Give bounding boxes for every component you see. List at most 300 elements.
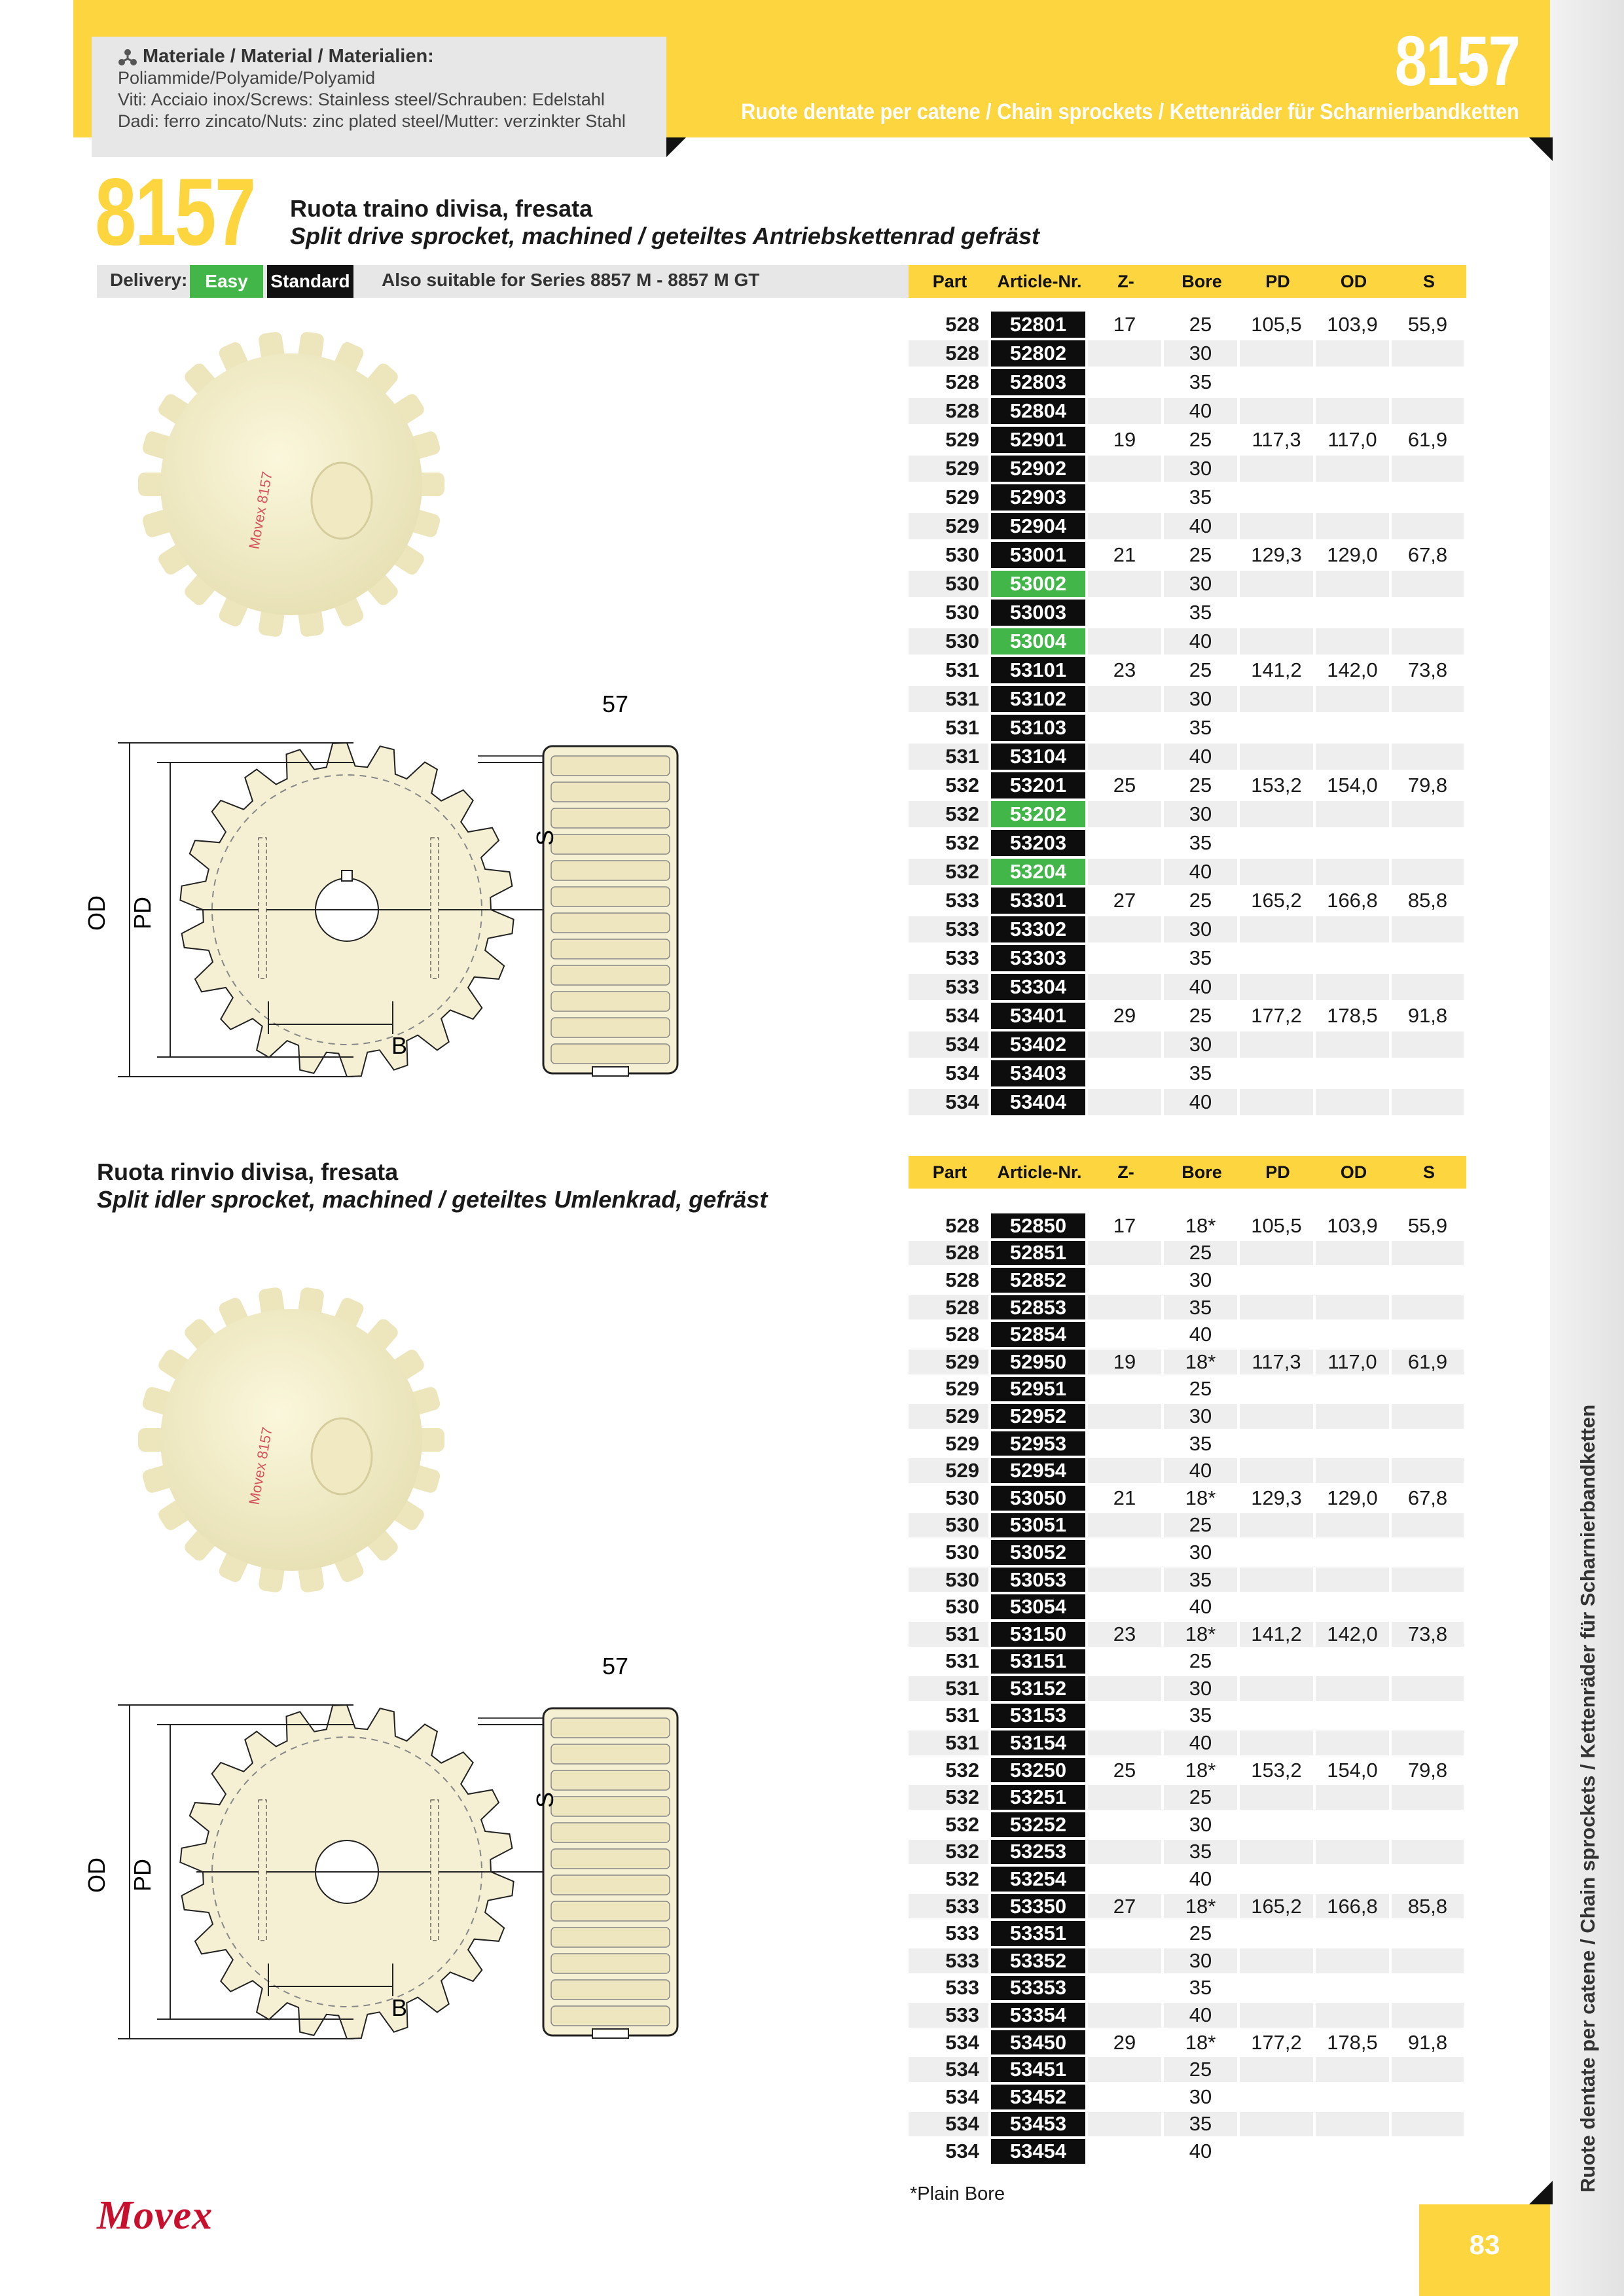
materials-line: Dadi: ferro zincato/Nuts: zinc plated steel/Mutter: verzinkter Stahl xyxy=(118,111,626,131)
cell-s xyxy=(1392,1322,1464,1347)
cell-bore: 35 xyxy=(1164,1568,1237,1592)
cell-s xyxy=(1392,1568,1464,1592)
cell-z xyxy=(1088,398,1161,424)
cell-od: 129,0 xyxy=(1327,1486,1378,1509)
materials-title: Materiale / Material / Materialien: xyxy=(143,46,434,67)
cell-z xyxy=(1088,1060,1161,1086)
cell-bore: 40 xyxy=(1164,2003,1237,2028)
cell-od xyxy=(1316,628,1389,655)
cell-pd: 105,5 xyxy=(1251,1213,1302,1237)
material-corner-triangle xyxy=(666,137,686,157)
cell-s xyxy=(1392,456,1464,482)
cell-article: 53052 xyxy=(991,1540,1085,1565)
cell-z xyxy=(1088,1377,1161,1402)
table-row xyxy=(909,571,1466,597)
table-row xyxy=(909,1213,1466,1238)
cell-article: 53401 xyxy=(991,1003,1085,1029)
cell-pd xyxy=(1240,2112,1313,2137)
col-bore: Bore xyxy=(1182,1162,1222,1182)
cell-article: 52904 xyxy=(991,513,1085,539)
cell-od xyxy=(1316,456,1389,482)
cell-bore: 40 xyxy=(1189,1867,1212,1891)
cell-s xyxy=(1392,1089,1464,1115)
cell-pd xyxy=(1240,1921,1313,1946)
cell-od xyxy=(1316,1031,1389,1058)
table-row xyxy=(909,1676,1466,1701)
table-row xyxy=(909,2112,1466,2137)
table-row xyxy=(909,1785,1466,1810)
cell-od xyxy=(1316,1976,1389,2001)
cell-od xyxy=(1316,1241,1389,1266)
cell-bore: 25 xyxy=(1164,1241,1237,1266)
cell-z: 21 xyxy=(1113,543,1136,566)
cell-z xyxy=(1088,1867,1161,1892)
cell-z: 19 xyxy=(1113,428,1136,451)
drive-table xyxy=(909,312,1466,1118)
cell-article: 53152 xyxy=(991,1676,1085,1701)
cell-s xyxy=(1392,571,1464,597)
col-article: Article-Nr. xyxy=(997,271,1082,291)
cell-pd: 129,3 xyxy=(1251,1486,1302,1509)
cell-pd xyxy=(1240,1840,1313,1865)
cell-bore: 30 xyxy=(1164,686,1237,712)
cell-bore: 25 xyxy=(1189,658,1212,681)
cell-pd xyxy=(1240,1568,1313,1592)
table-row xyxy=(909,1031,1466,1058)
table-row xyxy=(909,1377,1466,1402)
table-row xyxy=(909,1921,1466,1946)
cell-bore: 30 xyxy=(1189,1268,1212,1291)
cell-od xyxy=(1316,600,1389,626)
cell-article: 53201 xyxy=(991,772,1085,798)
cell-z xyxy=(1088,2139,1161,2164)
cell-article: 53002 xyxy=(991,571,1085,597)
cell-part: 534 xyxy=(945,2139,979,2162)
cell-part: 530 xyxy=(945,543,979,566)
cell-od xyxy=(1316,715,1389,741)
cell-od xyxy=(1316,2003,1389,2028)
cell-z xyxy=(1088,1241,1161,1266)
cell-article: 53453 xyxy=(991,2112,1085,2137)
svg-text:Movex 8157: Movex 8157 xyxy=(245,1426,276,1506)
cell-pd xyxy=(1240,1060,1313,1086)
cell-s xyxy=(1392,945,1464,971)
cell-z xyxy=(1088,1812,1161,1837)
cell-pd xyxy=(1240,1513,1313,1538)
cell-s xyxy=(1392,916,1464,942)
drawing-label-s: S xyxy=(532,829,558,846)
series-number: 8157 xyxy=(95,158,255,265)
cell-od xyxy=(1316,1785,1389,1810)
cell-z xyxy=(1088,1089,1161,1115)
cell-s xyxy=(1392,1241,1464,1266)
cell-pd xyxy=(1240,1649,1313,1674)
cell-article: 53452 xyxy=(991,2085,1085,2109)
cell-part: 534 xyxy=(909,1031,988,1058)
cell-article: 52953 xyxy=(991,1431,1085,1456)
cell-article: 53353 xyxy=(991,1976,1085,2001)
cell-od xyxy=(1316,571,1389,597)
table-row xyxy=(909,1322,1466,1347)
cell-od: 142,0 xyxy=(1316,1622,1389,1647)
cell-article: 53103 xyxy=(991,715,1085,741)
cell-z: 17 xyxy=(1113,1213,1136,1237)
cell-pd xyxy=(1240,1322,1313,1347)
cell-pd: 177,2 xyxy=(1251,1004,1302,1027)
cell-pd xyxy=(1240,1731,1313,1755)
cell-part: 531 xyxy=(909,1731,988,1755)
cell-od xyxy=(1316,1295,1389,1320)
cell-bore: 18* xyxy=(1164,1350,1237,1374)
cell-z xyxy=(1088,628,1161,655)
cell-s: 79,8 xyxy=(1407,1758,1448,1782)
table-row xyxy=(909,427,1466,453)
cell-z: 17 xyxy=(1113,313,1136,336)
cell-od: 154,0 xyxy=(1327,774,1378,797)
cell-article: 53451 xyxy=(991,2057,1085,2082)
cell-bore: 18* xyxy=(1185,1758,1216,1782)
cell-part: 533 xyxy=(909,2003,988,2028)
cell-od xyxy=(1316,744,1389,770)
cell-pd: 141,2 xyxy=(1240,1622,1313,1647)
cell-z xyxy=(1088,2057,1161,2082)
cell-od xyxy=(1316,1404,1389,1429)
cell-od xyxy=(1316,513,1389,539)
cell-od xyxy=(1316,859,1389,885)
table-row xyxy=(909,2057,1466,2082)
cell-z xyxy=(1088,859,1161,885)
cell-article: 53104 xyxy=(991,744,1085,770)
table-row xyxy=(909,1431,1466,1456)
cell-od xyxy=(1316,1921,1389,1946)
drawing-label-width: 57 xyxy=(602,1653,629,1679)
cell-s xyxy=(1392,1976,1464,2001)
cell-part: 529 xyxy=(945,486,979,509)
cell-part: 529 xyxy=(909,456,988,482)
cell-article: 52801 xyxy=(991,312,1085,338)
table-row xyxy=(909,1060,1466,1086)
cell-s xyxy=(1392,1676,1464,1701)
cell-s xyxy=(1392,1812,1464,1837)
easy-badge: Easy xyxy=(190,265,263,298)
cell-article: 52854 xyxy=(991,1322,1085,1347)
cell-article: 52804 xyxy=(991,398,1085,424)
cell-article: 52850 xyxy=(991,1213,1085,1238)
cell-part: 531 xyxy=(909,1622,988,1647)
drive-sprocket-photo xyxy=(118,308,465,661)
cell-s: 73,8 xyxy=(1407,658,1448,681)
cell-bore: 30 xyxy=(1164,571,1237,597)
cell-s xyxy=(1392,1031,1464,1058)
cell-pd: 177,2 xyxy=(1251,2030,1302,2054)
cell-part: 534 xyxy=(909,2112,988,2137)
drawing-label-s: S xyxy=(532,1791,558,1808)
cell-bore: 18* xyxy=(1185,1213,1216,1237)
cell-bore: 40 xyxy=(1164,398,1237,424)
cell-bore: 30 xyxy=(1164,1676,1237,1701)
table-row xyxy=(909,340,1466,367)
cell-bore: 25 xyxy=(1189,1649,1212,1673)
cell-article: 53254 xyxy=(991,1867,1085,1892)
cell-bore: 35 xyxy=(1189,946,1212,969)
cell-pd xyxy=(1240,1241,1313,1266)
cell-pd xyxy=(1240,1948,1313,1973)
cell-pd: 153,2 xyxy=(1251,1758,1302,1782)
cell-bore: 35 xyxy=(1164,1840,1237,1865)
cell-s xyxy=(1392,1594,1464,1619)
table-row xyxy=(909,916,1466,942)
cell-pd xyxy=(1240,1089,1313,1115)
table-row xyxy=(909,1649,1466,1674)
drawing-label-pd: PD xyxy=(129,896,156,930)
cell-od: 178,5 xyxy=(1327,2030,1378,2054)
table-row xyxy=(909,1241,1466,1266)
cell-z xyxy=(1088,1649,1161,1674)
cell-s xyxy=(1392,1704,1464,1729)
cell-s xyxy=(1392,801,1464,827)
cell-od xyxy=(1316,2057,1389,2082)
cell-article: 53352 xyxy=(991,1948,1085,1973)
cell-bore: 25 xyxy=(1189,313,1212,336)
cell-od xyxy=(1316,398,1389,424)
table-row xyxy=(909,513,1466,539)
cell-part: 532 xyxy=(945,1812,979,1836)
cell-bore: 40 xyxy=(1189,1323,1212,1346)
cell-bore: 18* xyxy=(1164,1894,1237,1919)
cell-od xyxy=(1316,974,1389,1000)
movex-logo: Movex xyxy=(97,2193,213,2238)
cell-od xyxy=(1316,1948,1389,1973)
cell-z xyxy=(1088,686,1161,712)
cell-bore: 35 xyxy=(1189,601,1212,624)
cell-bore: 25 xyxy=(1164,1513,1237,1538)
cell-bore: 25 xyxy=(1189,1004,1212,1027)
cell-z xyxy=(1088,974,1161,1000)
cell-bore: 18* xyxy=(1164,1622,1237,1647)
cell-bore: 40 xyxy=(1164,744,1237,770)
cell-s xyxy=(1392,1513,1464,1538)
cell-z xyxy=(1088,1268,1161,1293)
header-corner-triangle xyxy=(1529,137,1553,161)
table-row xyxy=(909,2030,1466,2055)
cell-bore: 30 xyxy=(1164,1031,1237,1058)
cell-pd: 165,2 xyxy=(1240,1894,1313,1919)
cell-z: 29 xyxy=(1113,2030,1136,2054)
cell-s: 73,8 xyxy=(1392,1622,1464,1647)
cell-od xyxy=(1316,484,1389,511)
cell-s xyxy=(1392,1785,1464,1810)
cell-bore: 40 xyxy=(1164,628,1237,655)
cell-s: 91,8 xyxy=(1407,2030,1448,2054)
cell-part: 533 xyxy=(909,1894,988,1919)
cell-z xyxy=(1088,1785,1161,1810)
cell-pd xyxy=(1240,456,1313,482)
cell-bore: 18* xyxy=(1185,1486,1216,1509)
cell-part: 534 xyxy=(945,2085,979,2108)
cell-z xyxy=(1088,744,1161,770)
table-row xyxy=(909,888,1466,914)
cell-article: 52950 xyxy=(991,1350,1085,1374)
cell-z xyxy=(1088,1031,1161,1058)
table-row xyxy=(909,1867,1466,1892)
cell-part: 528 xyxy=(945,1323,979,1346)
cell-part: 530 xyxy=(945,601,979,624)
cell-z xyxy=(1088,1322,1161,1347)
cell-s xyxy=(1392,1404,1464,1429)
table-row xyxy=(909,1731,1466,1755)
cell-article: 53350 xyxy=(991,1894,1085,1919)
table-row xyxy=(909,1812,1466,1837)
cell-pd: 105,5 xyxy=(1251,313,1302,336)
cell-article: 53303 xyxy=(991,945,1085,971)
cell-z xyxy=(1088,1295,1161,1320)
cell-part: 529 xyxy=(909,1350,988,1374)
cell-z: 23 xyxy=(1113,658,1136,681)
cell-z xyxy=(1088,916,1161,942)
cell-pd xyxy=(1240,600,1313,626)
cell-od xyxy=(1316,340,1389,367)
cell-pd: 117,3 xyxy=(1240,1350,1313,1374)
cell-z: 23 xyxy=(1088,1622,1161,1647)
cell-od xyxy=(1316,2085,1389,2109)
cell-part: 532 xyxy=(909,801,988,827)
cell-bore: 25 xyxy=(1189,1377,1212,1401)
table-row xyxy=(909,398,1466,424)
cell-z xyxy=(1088,2112,1161,2137)
cell-article: 53054 xyxy=(991,1594,1085,1619)
table-row xyxy=(909,859,1466,885)
cell-s xyxy=(1392,628,1464,655)
idler-sprocket-photo xyxy=(118,1263,465,1617)
cell-s xyxy=(1392,1867,1464,1892)
cell-article: 53053 xyxy=(991,1568,1085,1592)
table-row xyxy=(909,542,1466,568)
product-title: Ruota traino divisa, fresata xyxy=(290,195,593,222)
cell-bore: 25 xyxy=(1164,1785,1237,1810)
table-row xyxy=(909,2003,1466,2028)
cell-article: 53454 xyxy=(991,2139,1085,2164)
cell-s xyxy=(1392,2057,1464,2082)
product-subtitle: Split drive sprocket, machined / geteiltes Antriebskettenrad gefräst xyxy=(290,223,1040,249)
cell-pd: 153,2 xyxy=(1251,774,1302,797)
cell-od xyxy=(1316,1458,1389,1483)
cell-s xyxy=(1392,715,1464,741)
cell-article: 52954 xyxy=(991,1458,1085,1483)
cell-pd xyxy=(1240,801,1313,827)
table-row xyxy=(909,484,1466,511)
cell-s xyxy=(1392,2139,1464,2164)
cell-article: 52853 xyxy=(991,1295,1085,1320)
table-row xyxy=(909,715,1466,741)
cell-od xyxy=(1316,1060,1389,1086)
cell-s xyxy=(1392,1458,1464,1483)
delivery-label: Delivery: xyxy=(110,270,188,290)
cell-z xyxy=(1088,1404,1161,1429)
cell-z xyxy=(1088,1921,1161,1946)
drive-table-header xyxy=(909,265,1466,298)
cell-bore: 40 xyxy=(1164,1731,1237,1755)
cell-od xyxy=(1316,1431,1389,1456)
cell-s: 85,8 xyxy=(1392,1894,1464,1919)
cell-od xyxy=(1316,686,1389,712)
cell-part: 529 xyxy=(909,1404,988,1429)
cell-article: 52952 xyxy=(991,1404,1085,1429)
cell-pd xyxy=(1240,2057,1313,2082)
cell-part: 532 xyxy=(909,859,988,885)
cell-od: 154,0 xyxy=(1327,1758,1378,1782)
cell-article: 53402 xyxy=(991,1031,1085,1058)
cell-pd xyxy=(1240,1867,1313,1892)
cell-part: 530 xyxy=(909,571,988,597)
cell-bore: 30 xyxy=(1164,1948,1237,1973)
cell-part: 531 xyxy=(945,1704,979,1727)
cell-part: 533 xyxy=(945,946,979,969)
cell-bore: 35 xyxy=(1189,1431,1212,1455)
cell-s xyxy=(1392,974,1464,1000)
table-row xyxy=(909,1622,1466,1647)
cell-z: 27 xyxy=(1113,889,1136,912)
cell-article: 53450 xyxy=(991,2030,1085,2055)
table-row xyxy=(909,1350,1466,1374)
drawing-label-b: B xyxy=(391,1994,408,2021)
cell-pd xyxy=(1240,2085,1313,2109)
drawing-label-b: B xyxy=(391,1032,408,1059)
cell-z xyxy=(1088,571,1161,597)
cell-article: 53150 xyxy=(991,1622,1085,1647)
cell-pd xyxy=(1240,945,1313,971)
cell-od xyxy=(1316,1704,1389,1729)
cell-pd xyxy=(1240,1295,1313,1320)
cell-bore: 18* xyxy=(1185,2030,1216,2054)
col-z: Z- xyxy=(1117,1162,1134,1182)
cell-article: 53153 xyxy=(991,1704,1085,1729)
cell-bore: 25 xyxy=(1189,1922,1212,1945)
cell-z: 21 xyxy=(1113,1486,1136,1509)
table-row xyxy=(909,1540,1466,1565)
drawing-label-od: OD xyxy=(83,1857,110,1893)
cell-article: 53154 xyxy=(991,1731,1085,1755)
cell-bore: 30 xyxy=(1164,1404,1237,1429)
table-row xyxy=(909,1089,1466,1115)
col-part: Part xyxy=(932,1162,967,1182)
cell-s xyxy=(1392,484,1464,511)
cell-article: 53004 xyxy=(991,628,1085,655)
cell-bore: 35 xyxy=(1189,716,1212,739)
table-row xyxy=(909,1295,1466,1320)
cell-article: 53204 xyxy=(991,859,1085,885)
cell-od: 178,5 xyxy=(1327,1004,1378,1027)
cell-pd xyxy=(1240,513,1313,539)
table-row xyxy=(909,772,1466,798)
cell-od xyxy=(1316,2139,1389,2164)
cell-part: 534 xyxy=(945,1004,979,1027)
cell-od xyxy=(1316,1268,1389,1293)
cell-od: 103,9 xyxy=(1327,1213,1378,1237)
cell-bore: 35 xyxy=(1189,1062,1212,1085)
materials-line: Poliammide/Polyamide/Polyamid xyxy=(118,68,376,88)
cell-pd xyxy=(1240,2139,1313,2164)
cell-pd xyxy=(1240,571,1313,597)
cell-od xyxy=(1316,1649,1389,1674)
cell-pd xyxy=(1240,1268,1313,1293)
cell-od: 117,0 xyxy=(1327,428,1377,451)
cell-od: 129,0 xyxy=(1327,543,1378,566)
cell-bore: 35 xyxy=(1189,370,1212,393)
cell-z: 29 xyxy=(1113,1004,1136,1027)
cell-article: 53302 xyxy=(991,916,1085,942)
cell-z xyxy=(1088,1840,1161,1865)
cell-od: 142,0 xyxy=(1327,658,1378,681)
